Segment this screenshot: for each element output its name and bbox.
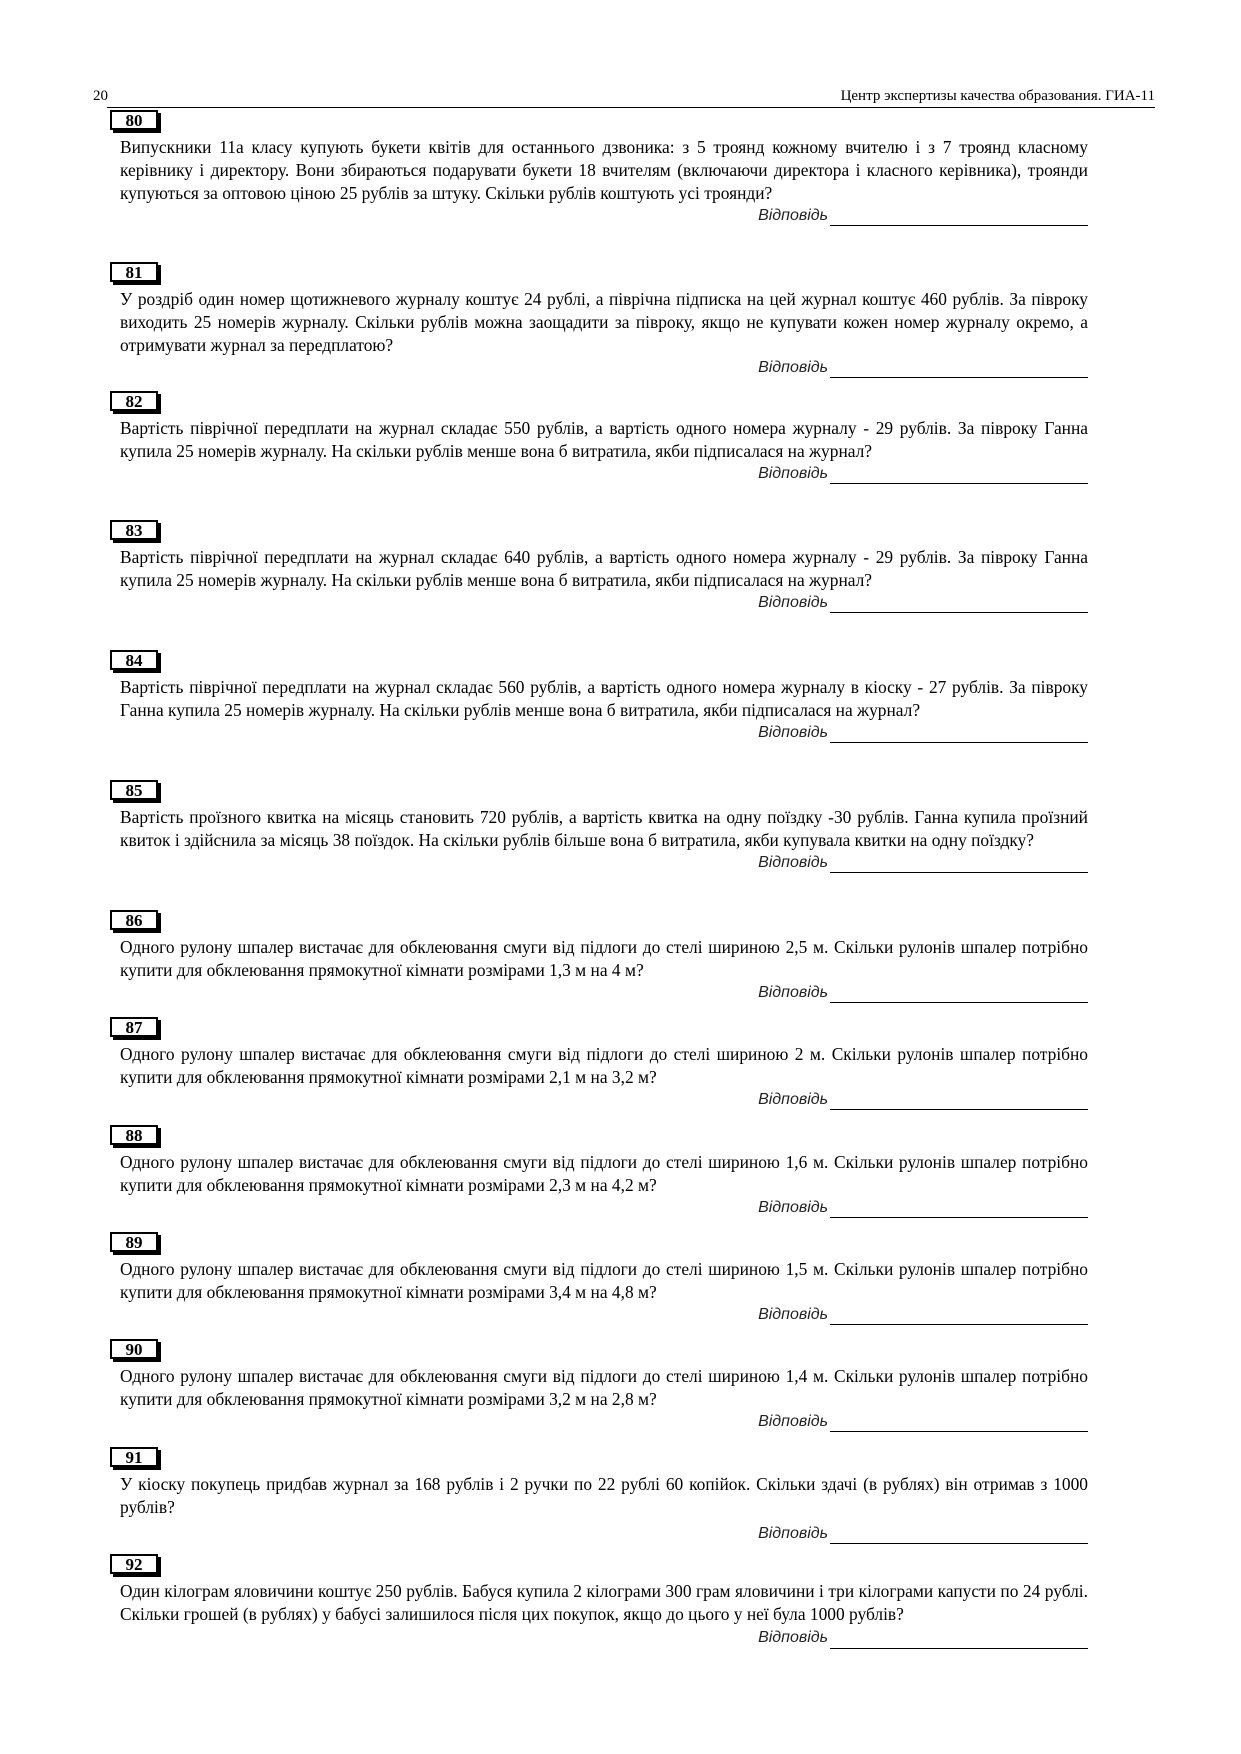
answer-row [120, 1089, 1088, 1110]
answer-label: Відповідь [758, 1413, 828, 1430]
task-88 [120, 1125, 1088, 1218]
answer-label: Відповідь [758, 1199, 828, 1216]
answer-row [758, 1626, 1088, 1649]
task-text: Вартість піврічної передплати на журнал складає 550 рублів, а вартість одного номера журналу - 29 рублів. За півроку Ганна купила 25 номерів журналу. На скільки рублів менше вона б витратила, якби підписалася на журнал? [120, 418, 1088, 461]
task-text: Вартість піврічної передплати на журнал складає 560 рублів, а вартість одного номера журналу в кіоску - 27 рублів. За півроку Ганна купила 25 номерів журналу. На скільки рублів менше вона б витратила, якби підписалася на журнал? [120, 677, 1088, 720]
answer-label: Відповідь [758, 1629, 828, 1646]
task-number-box: 83 [110, 520, 158, 540]
task-number-box: 80 [110, 110, 158, 130]
answer-field[interactable] [830, 209, 1088, 226]
page-number: 20 [93, 88, 108, 104]
answer-row [120, 1411, 1088, 1432]
task-text: Вартість проїзного квитка на місяць становить 720 рублів, а вартість квитка на одну поїздку -30 рублів. Ганна купила проїзний квиток і здійснила за місяць 38 поїздок. На скільки рублів більше вона б витратила, якби купувала квитки на одну поїздку? [120, 807, 1088, 850]
task-83 [120, 520, 1088, 613]
task-90 [120, 1339, 1088, 1432]
answer-field[interactable] [830, 1308, 1088, 1325]
task-text: У кіоску покупець придбав журнал за 168 рублів і 2 ручки по 22 рублі 60 копійок. Скільки здачі (в рублях) він отримав з 1000 рублів? [120, 1474, 1088, 1517]
answer-row [120, 1304, 1088, 1325]
task-86 [120, 910, 1088, 1003]
task-text: Вартість піврічної передплати на журнал складає 640 рублів, а вартість одного номера журналу - 29 рублів. За півроку Ганна купила 25 номерів журналу. На скільки рублів менше вона б витратила, якби підписалася на журнал? [120, 547, 1088, 590]
answer-row [120, 463, 1088, 484]
answer-field[interactable] [830, 986, 1088, 1003]
task-81 [120, 262, 1088, 378]
task-85 [120, 780, 1088, 873]
answer-row [120, 592, 1088, 613]
task-text: Одного рулону шпалер вистачає для обклеювання смуги від підлоги до стелі шириною 1,5 м. Скільки рулонів шпалер потрібно купити для обклеювання прямокутної кімнати розмірами 3,4 м на 4,8 м? [120, 1259, 1088, 1302]
task-text: Одного рулону шпалер вистачає для обклеювання смуги від підлоги до стелі шириною 2 м. Скільки рулонів шпалер потрібно купити для обклеювання прямокутної кімнати розмірами 2,1 м на 3,2 м? [120, 1044, 1088, 1087]
task-89 [120, 1232, 1088, 1325]
answer-row [120, 1523, 1088, 1544]
task-text [120, 1580, 1088, 1646]
answer-row [120, 982, 1088, 1003]
task-80 [120, 110, 1088, 226]
task-text: Випускники 11а класу купують букети квітів для останнього дзвоника: з 5 троянд кожному вчителю і з 7 троянд класному керівнику і директору. Вони збираються подарувати букети 18 вчителям (включаючи директора і класного керівника), троянди купуються за оптовою ціною 25 рублів за штуку. Скільки рублів коштують усі троянди? [120, 137, 1088, 203]
task-number-box: 92 [110, 1554, 158, 1574]
answer-label: Відповідь [758, 1306, 828, 1323]
answer-row [120, 357, 1088, 378]
answer-field[interactable] [830, 1201, 1088, 1218]
answer-label: Відповідь [758, 854, 828, 871]
answer-field[interactable] [830, 467, 1088, 484]
answer-label: Відповідь [758, 1525, 828, 1542]
answer-row [120, 1197, 1088, 1218]
answer-row [120, 722, 1088, 743]
task-number-box: 90 [110, 1339, 158, 1359]
task-87 [120, 1017, 1088, 1110]
answer-label: Відповідь [758, 359, 828, 376]
answer-field[interactable] [830, 1527, 1088, 1544]
running-head: Центр экспертизы качества образования. ГИА-11 [840, 88, 1155, 104]
task-number-box: 86 [110, 910, 158, 930]
answer-field[interactable] [830, 726, 1088, 743]
task-number-box: 91 [110, 1447, 158, 1467]
answer-row [120, 205, 1088, 226]
answer-label: Відповідь [758, 984, 828, 1001]
answer-label: Відповідь [758, 594, 828, 611]
answer-field[interactable] [830, 361, 1088, 378]
answer-label: Відповідь [758, 1091, 828, 1108]
task-number-box: 82 [110, 391, 158, 411]
answer-label: Відповідь [758, 207, 828, 224]
task-number-box: 84 [110, 650, 158, 670]
answer-row [120, 852, 1088, 873]
task-number-box: 87 [110, 1017, 158, 1037]
answer-field[interactable] [830, 1415, 1088, 1432]
task-text: У роздріб один номер щотижневого журналу коштує 24 рублі, а піврічна підписка на цей журнал коштує 460 рублів. За півроку виходить 25 номерів журналу. Скільки рублів можна заощадити за півроку, якщо не купувати кожен номер журналу окремо, а отримувати журнал за передплатою? [120, 289, 1088, 355]
task-84 [120, 650, 1088, 743]
task-91 [120, 1447, 1088, 1544]
task-text-body: Один кілограм яловичини коштує 250 рублів. Бабуся купила 2 кілограми 300 грам яловичини і три кілограми капусти по 24 рублі. Скільки грошей (в рублях) у бабусі залишилося після цих покупок, якщо до цього у неї була 1000 рублів? [120, 1581, 1088, 1624]
answer-label: Відповідь [758, 724, 828, 741]
task-number-box: 89 [110, 1232, 158, 1252]
answer-field[interactable] [830, 856, 1088, 873]
task-92 [120, 1554, 1088, 1649]
task-number-box: 85 [110, 780, 158, 800]
task-82 [120, 391, 1088, 484]
answer-label: Відповідь [758, 465, 828, 482]
task-text: Одного рулону шпалер вистачає для обклеювання смуги від підлоги до стелі шириною 1,6 м. Скільки рулонів шпалер потрібно купити для обклеювання прямокутної кімнати розмірами 2,3 м на 4,2 м? [120, 1152, 1088, 1195]
task-text: Одного рулону шпалер вистачає для обклеювання смуги від підлоги до стелі шириною 2,5 м. Скільки рулонів шпалер потрібно купити для обклеювання прямокутної кімнати розмірами 1,3 м на 4 м? [120, 937, 1088, 980]
answer-field[interactable] [830, 1632, 1088, 1649]
answer-field[interactable] [830, 1093, 1088, 1110]
task-text: Одного рулону шпалер вистачає для обклеювання смуги від підлоги до стелі шириною 1,4 м. Скільки рулонів шпалер потрібно купити для обклеювання прямокутної кімнати розмірами 3,2 м на 2,8 м? [120, 1366, 1088, 1409]
task-number-box: 81 [110, 262, 158, 282]
answer-field[interactable] [830, 596, 1088, 613]
task-number-box: 88 [110, 1125, 158, 1145]
